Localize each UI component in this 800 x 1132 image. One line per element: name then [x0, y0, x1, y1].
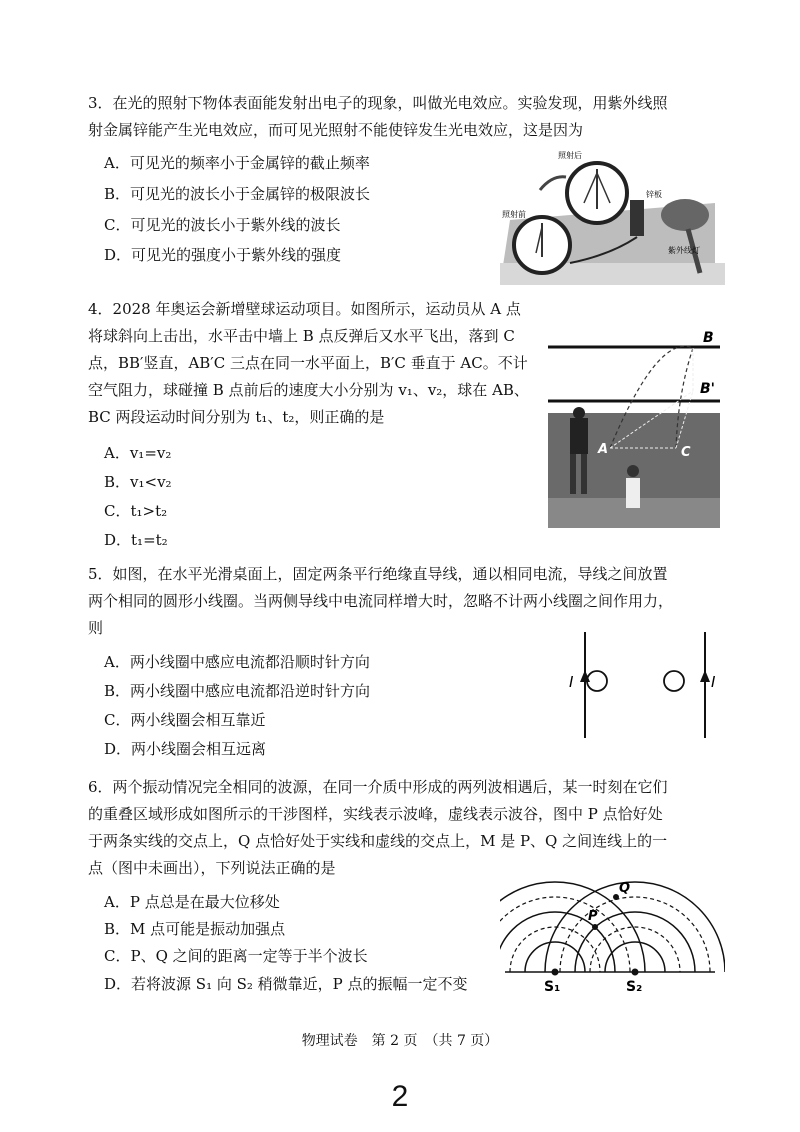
squash-figure: [548, 323, 720, 528]
source-s1-point: [552, 969, 559, 976]
question-3-stem: [88, 90, 668, 144]
label-before: 照射前: [502, 210, 526, 219]
player-1: [570, 418, 588, 454]
question-4-line-2: 将球斜向上击出，水平击中墙上 B 点反弹后又水平飞出，落到 C: [88, 327, 515, 345]
label-p: P: [588, 909, 598, 924]
question-5-option-d: D．两小线圈会相互远离: [104, 740, 267, 758]
label-i-left: I: [569, 673, 574, 691]
left-coil: [587, 671, 607, 691]
label-s2: S₂: [626, 979, 643, 995]
question-4-option-c: C．t₁>t₂: [104, 502, 168, 520]
photoelectric-figure: [500, 145, 725, 285]
question-5-line-2: 两个相同的圆形小线圈。当两侧导线中电流同样增大时，忽略不计两小线圈之间作用力，: [88, 592, 674, 610]
uv-lamp: [661, 199, 709, 231]
label-s1: S₁: [544, 979, 561, 995]
question-4-line-1: 4．2028 年奥运会新增壁球运动项目。如图所示，运动员从 A 点: [88, 300, 521, 318]
question-6-stem: [88, 774, 668, 882]
label-after: 照射后: [558, 151, 582, 160]
question-3-line-1: 3．在光的照射下物体表面能发射出电子的现象，叫做光电效应。实验发现，用紫外线照: [88, 94, 668, 112]
question-3-option-d: D．可见光的强度小于紫外线的强度: [104, 246, 342, 264]
question-6-option-a: A．P 点总是在最大位移处: [104, 893, 280, 911]
question-4-line-3: 点，BB′竖直，AB′C 三点在同一水平面上，B′C 垂直于 AC。不计: [88, 354, 528, 372]
interference-figure: [500, 872, 725, 996]
question-6-line-2: 的重叠区域形成如图所示的干涉图样，实线表示波峰，虚线表示波谷，图中 P 点恰好处: [88, 805, 663, 823]
right-current-arrow: [700, 670, 710, 682]
point-p: [592, 924, 598, 930]
question-6-option-c: C．P、Q 之间的距离一定等于半个波长: [104, 947, 368, 965]
label-b: B: [703, 330, 714, 346]
question-4-line-5: BC 两段运动时间分别为 t₁、t₂，则正确的是: [88, 408, 385, 426]
question-4-option-d: D．t₁=t₂: [104, 531, 168, 549]
page-number: 2: [391, 1080, 409, 1113]
label-uv-lamp: 紫外线灯: [668, 246, 700, 255]
label-i-right: I: [711, 673, 716, 691]
page-footer: 物理试卷 第 2 页 （共 7 页）: [301, 1033, 499, 1049]
question-5-option-b: B．两小线圈中感应电流都沿逆时针方向: [104, 682, 371, 700]
question-4-stem: [88, 296, 529, 431]
question-5-option-a: A．两小线圈中感应电流都沿顺时针方向: [104, 653, 370, 671]
right-coil: [664, 671, 684, 691]
wire-coil-figure: [545, 630, 725, 740]
label-a: A: [598, 442, 609, 457]
label-zinc: 锌板: [646, 190, 662, 199]
question-3-option-b: B．可见光的波长小于金属锌的极限波长: [104, 185, 371, 203]
question-3-option-a: A．可见光的频率小于金属锌的截止频率: [104, 154, 370, 172]
question-4-line-4: 空气阻力，球碰撞 B 点前后的速度大小分别为 v₁、v₂，球在 AB、: [88, 381, 529, 399]
question-5-line-3: 则: [88, 619, 104, 637]
zinc-plate: [630, 200, 644, 236]
question-3-line-2: 射金属锌能产生光电效应，而可见光照射不能使锌发生光电效应，这是因为: [88, 121, 584, 139]
question-3-option-c: C．可见光的波长小于紫外线的波长: [104, 216, 341, 234]
question-6-line-3: 于两条实线的交点上，Q 点恰好处于实线和虚线的交点上，M 是 P、Q 之间连线上的一: [88, 832, 668, 850]
question-4-option-b: B．v₁<v₂: [104, 473, 172, 491]
question-4-option-a: A．v₁=v₂: [104, 444, 172, 462]
source-s2-point: [632, 969, 639, 976]
question-6-option-d: D．若将波源 S₁ 向 S₂ 稍微靠近，P 点的振幅一定不变: [104, 975, 468, 993]
question-5-option-c: C．两小线圈会相互靠近: [104, 711, 266, 729]
question-6-line-4: 点（图中未画出），下列说法正确的是: [88, 859, 336, 877]
label-c: C: [681, 445, 691, 460]
player-2: [626, 478, 640, 508]
question-6-option-b: B．M 点可能是振动加强点: [104, 920, 286, 938]
label-q: Q: [619, 881, 631, 896]
question-6-line-1: 6．两个振动情况完全相同的波源，在同一介质中形成的两列波相遇后，某一时刻在它们: [88, 778, 668, 796]
label-b-prime: B': [700, 381, 715, 397]
question-5-line-1: 5．如图，在水平光滑桌面上，固定两条平行绝缘直导线，通以相同电流，导线之间放置: [88, 565, 668, 583]
